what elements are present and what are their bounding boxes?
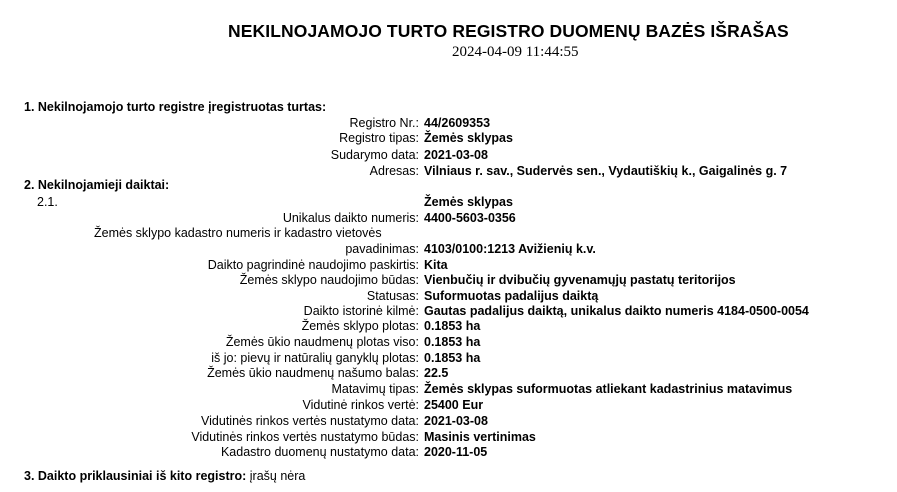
field-value: 22.5 [424,366,449,380]
field-label: Žemės sklypo kadastro numeris ir kadastro vietovės [94,226,382,240]
field-value: 25400 Eur [424,398,484,412]
item-field-row [0,303,897,319]
section-1-heading: 1. Nekilnojamojo turto registre įregistruotas turtas: [24,100,327,114]
item-field-row [0,365,897,381]
field-label: Vidutinės rinkos vertės nustatymo data: [201,414,419,428]
field-value: 0.1853 ha [424,319,481,333]
field-value: Vienbučių ir dvibučių gyvenamųjų pastatų teritorijos [424,273,736,287]
field-value: 2020-11-05 [424,445,488,459]
field-label: Statusas: [366,289,419,303]
item-type: Žemės sklypas [424,195,513,209]
item-field-row [0,272,897,288]
field-label: Sudarymo data: [330,148,419,162]
field-label: Unikalus daikto numeris: [282,211,419,225]
unique-number-row [0,210,897,226]
document-title: NEKILNOJAMOJO TURTO REGISTRO DUOMENŲ BAZĖS IŠRAŠAS [228,21,789,41]
field-label: Matavimų tipas: [331,382,419,396]
section-2-heading: 2. Nekilnojamieji daiktai: [24,178,170,192]
cadastral-row [0,241,897,257]
document-datetime: 2024-04-09 11:44:55 [452,44,579,60]
section-1-field-row [0,147,897,163]
section-1-field-row [0,130,897,146]
field-value: 2021-03-08 [424,414,488,428]
field-label: Žemės ūkio naudmenų našumo balas: [207,366,419,380]
section-3-heading [24,469,305,483]
section-1-field-row [0,163,897,179]
item-field-row [0,257,897,273]
field-label: Vidutinė rinkos vertė: [302,398,419,412]
field-value: Žemės sklypas [424,131,513,145]
field-value: 4400-5603-0356 [424,211,516,225]
field-label: pavadinimas: [345,242,419,256]
field-label: Adresas: [369,164,419,178]
field-value: Masinis vertinimas [424,430,536,444]
field-value: 2021-03-08 [424,148,488,162]
field-label: Žemės sklypo plotas: [301,319,419,333]
item-header-row [0,194,897,210]
item-field-row [0,429,897,445]
cadastral-label-line-1 [0,225,897,241]
field-label: iš jo: pievų ir natūralių ganyklų plotas: [211,351,419,365]
section-1-field-row [0,115,897,131]
field-value: Gautas padalijus daiktą, unikalus daikto numeris 4184-0500-0054 [424,304,809,318]
field-label: Daikto istorinė kilmė: [303,304,419,318]
field-value: Kita [424,258,448,272]
field-label: Registro Nr.: [349,116,419,130]
field-label: Kadastro duomenų nustatymo data: [220,445,419,459]
item-field-row [0,350,897,366]
item-field-row [0,288,897,304]
field-label: Žemės sklypo naudojimo būdas: [239,273,419,287]
item-field-row [0,334,897,350]
section-3-label: 3. Daikto priklausiniai iš kito registro: [24,469,247,483]
field-value: Žemės sklypas suformuotas atliekant kadastrinius matavimus [424,382,793,396]
item-field-row [0,318,897,334]
field-label: Daikto pagrindinė naudojimo paskirtis: [207,258,419,272]
item-field-row [0,381,897,397]
item-number: 2.1. [37,195,58,209]
field-value: 4103/0100:1213 Avižienių k.v. [424,242,596,256]
item-field-row [0,413,897,429]
item-field-row [0,397,897,413]
field-value: 0.1853 ha [424,351,481,365]
field-value: Vilniaus r. sav., Sudervės sen., Vydautiškių k., Gaigalinės g. 7 [424,164,788,178]
field-label: Registro tipas: [339,131,419,145]
field-value: 0.1853 ha [424,335,481,349]
field-value: Suformuotas padalijus daiktą [424,289,599,303]
field-value: 44/2609353 [424,116,491,130]
field-label: Žemės ūkio naudmenų plotas viso: [225,335,419,349]
item-field-row [0,444,897,460]
field-label: Vidutinės rinkos vertės nustatymo būdas: [191,430,419,444]
section-3-value: įrašų nėra [249,469,306,483]
